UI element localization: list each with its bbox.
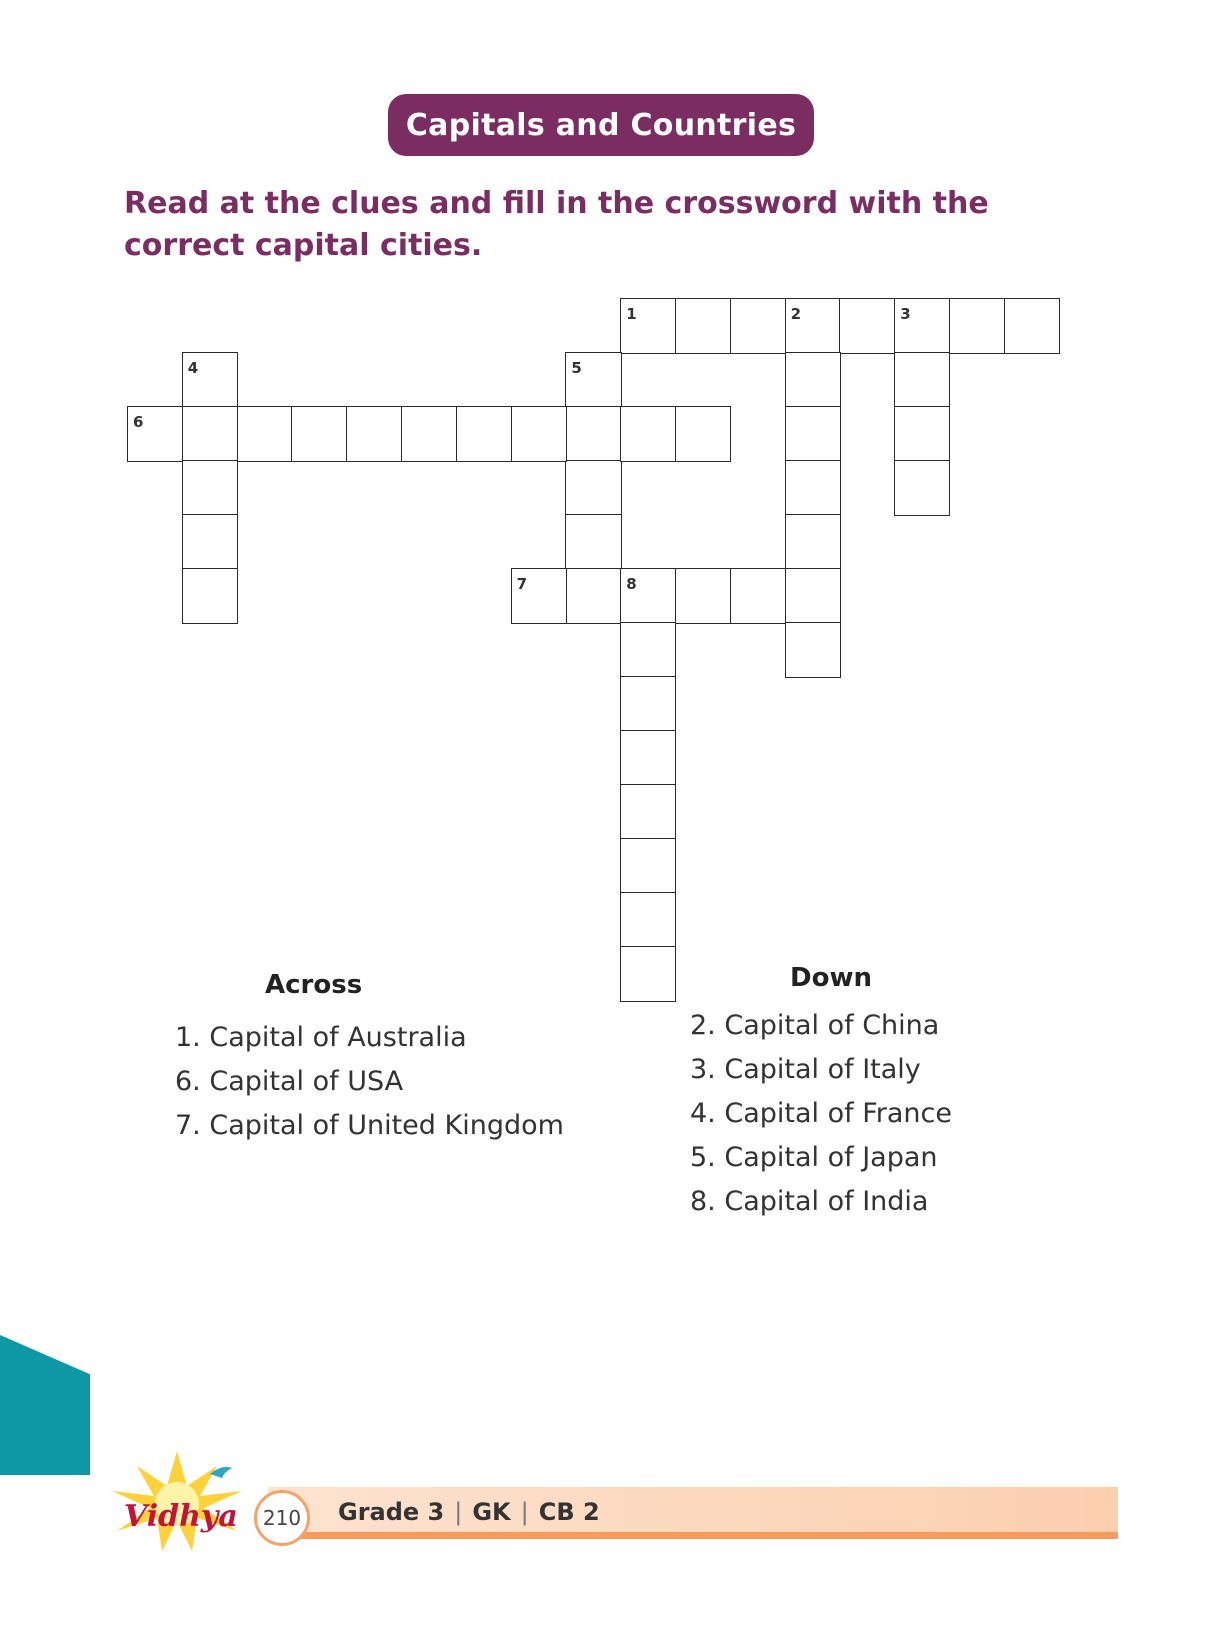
crossword-cell[interactable] bbox=[675, 568, 731, 624]
crossword-cell[interactable] bbox=[785, 460, 841, 516]
crossword-cell[interactable] bbox=[620, 676, 676, 732]
across-clue: 6. Capital of USA bbox=[175, 1066, 404, 1097]
crossword-cell[interactable] bbox=[785, 568, 841, 624]
crossword-cell[interactable] bbox=[182, 568, 238, 624]
footer-subject: GK bbox=[472, 1498, 511, 1526]
footer-separator: | bbox=[520, 1498, 529, 1526]
crossword-cell[interactable] bbox=[511, 568, 567, 624]
down-clue: 5. Capital of Japan bbox=[690, 1142, 938, 1173]
across-clue: 1. Capital of Australia bbox=[175, 1022, 467, 1053]
crossword-cell[interactable] bbox=[620, 406, 676, 462]
crossword-cell[interactable] bbox=[237, 406, 293, 462]
crossword-cell[interactable] bbox=[949, 298, 1005, 354]
crossword-cell[interactable] bbox=[401, 406, 457, 462]
vidhya-logo bbox=[92, 1446, 262, 1556]
clue-number: 3 bbox=[900, 305, 911, 323]
down-clue: 3. Capital of Italy bbox=[690, 1054, 921, 1085]
crossword-cell[interactable] bbox=[127, 406, 183, 462]
crossword-cell[interactable] bbox=[785, 352, 841, 408]
down-clue: 2. Capital of China bbox=[690, 1010, 940, 1041]
crossword-cell[interactable] bbox=[894, 298, 950, 354]
crossword-cell[interactable] bbox=[511, 406, 567, 462]
crossword-cell[interactable] bbox=[565, 568, 621, 624]
crossword-cell[interactable] bbox=[565, 406, 621, 462]
crossword-cell[interactable] bbox=[291, 406, 347, 462]
crossword-cell[interactable] bbox=[785, 298, 841, 354]
crossword-cell[interactable] bbox=[565, 514, 621, 570]
crossword-cell[interactable] bbox=[785, 622, 841, 678]
clue-number: 4 bbox=[187, 359, 199, 377]
crossword-cell[interactable] bbox=[182, 406, 238, 462]
down-clue: 8. Capital of India bbox=[690, 1186, 929, 1217]
crossword-cell[interactable] bbox=[894, 460, 950, 516]
clue-number: 8 bbox=[626, 575, 637, 593]
crossword-cell[interactable] bbox=[730, 568, 786, 624]
crossword-cell[interactable] bbox=[456, 406, 512, 462]
clue-number: 7 bbox=[516, 575, 528, 593]
crossword-cell[interactable] bbox=[620, 892, 676, 948]
footer-info bbox=[338, 1498, 600, 1526]
crossword-cell[interactable] bbox=[785, 514, 841, 570]
crossword-cell[interactable] bbox=[346, 406, 402, 462]
crossword-cell[interactable] bbox=[1004, 298, 1060, 354]
crossword-cell[interactable] bbox=[675, 298, 731, 354]
logo-text: Vidhya bbox=[124, 1499, 238, 1534]
footer-separator: | bbox=[454, 1498, 463, 1526]
crossword-cell[interactable] bbox=[620, 946, 676, 1002]
across-clue-list bbox=[175, 1016, 564, 1148]
crossword-cell[interactable] bbox=[730, 298, 786, 354]
instruction-text: Read at the clues and fill in the crossword with the correct capital cities. bbox=[124, 186, 989, 263]
footer-book: CB 2 bbox=[538, 1498, 600, 1526]
crossword-cell[interactable] bbox=[565, 460, 621, 516]
clue-number: 5 bbox=[571, 359, 582, 377]
crossword-cell[interactable] bbox=[894, 352, 950, 408]
down-heading: Down bbox=[790, 963, 872, 993]
crossword-cell[interactable] bbox=[182, 352, 238, 408]
crossword-cell[interactable] bbox=[785, 406, 841, 462]
crossword-cell[interactable] bbox=[839, 298, 895, 354]
crossword-cell[interactable] bbox=[565, 352, 621, 408]
crossword-cell[interactable] bbox=[182, 514, 238, 570]
crossword-cell[interactable] bbox=[620, 298, 676, 354]
crossword-cell[interactable] bbox=[620, 568, 676, 624]
page-title: Capitals and Countries bbox=[388, 94, 814, 156]
across-clue: 7. Capital of United Kingdom bbox=[175, 1110, 564, 1141]
clue-number: 6 bbox=[133, 413, 144, 431]
crossword-cell[interactable] bbox=[620, 838, 676, 894]
crossword-cell[interactable] bbox=[620, 622, 676, 678]
footer-grade: Grade 3 bbox=[338, 1498, 445, 1526]
crossword-cell[interactable] bbox=[620, 730, 676, 786]
page-number: 210 bbox=[254, 1490, 310, 1546]
crossword-cell[interactable] bbox=[675, 406, 731, 462]
crossword-cell[interactable] bbox=[620, 784, 676, 840]
across-heading: Across bbox=[265, 970, 363, 1000]
down-clue-list bbox=[690, 1004, 952, 1224]
down-clue: 4. Capital of France bbox=[690, 1098, 952, 1129]
clue-number: 1 bbox=[626, 305, 637, 323]
crossword-cell[interactable] bbox=[894, 406, 950, 462]
crossword-cell[interactable] bbox=[182, 460, 238, 516]
clue-number: 2 bbox=[790, 305, 802, 323]
